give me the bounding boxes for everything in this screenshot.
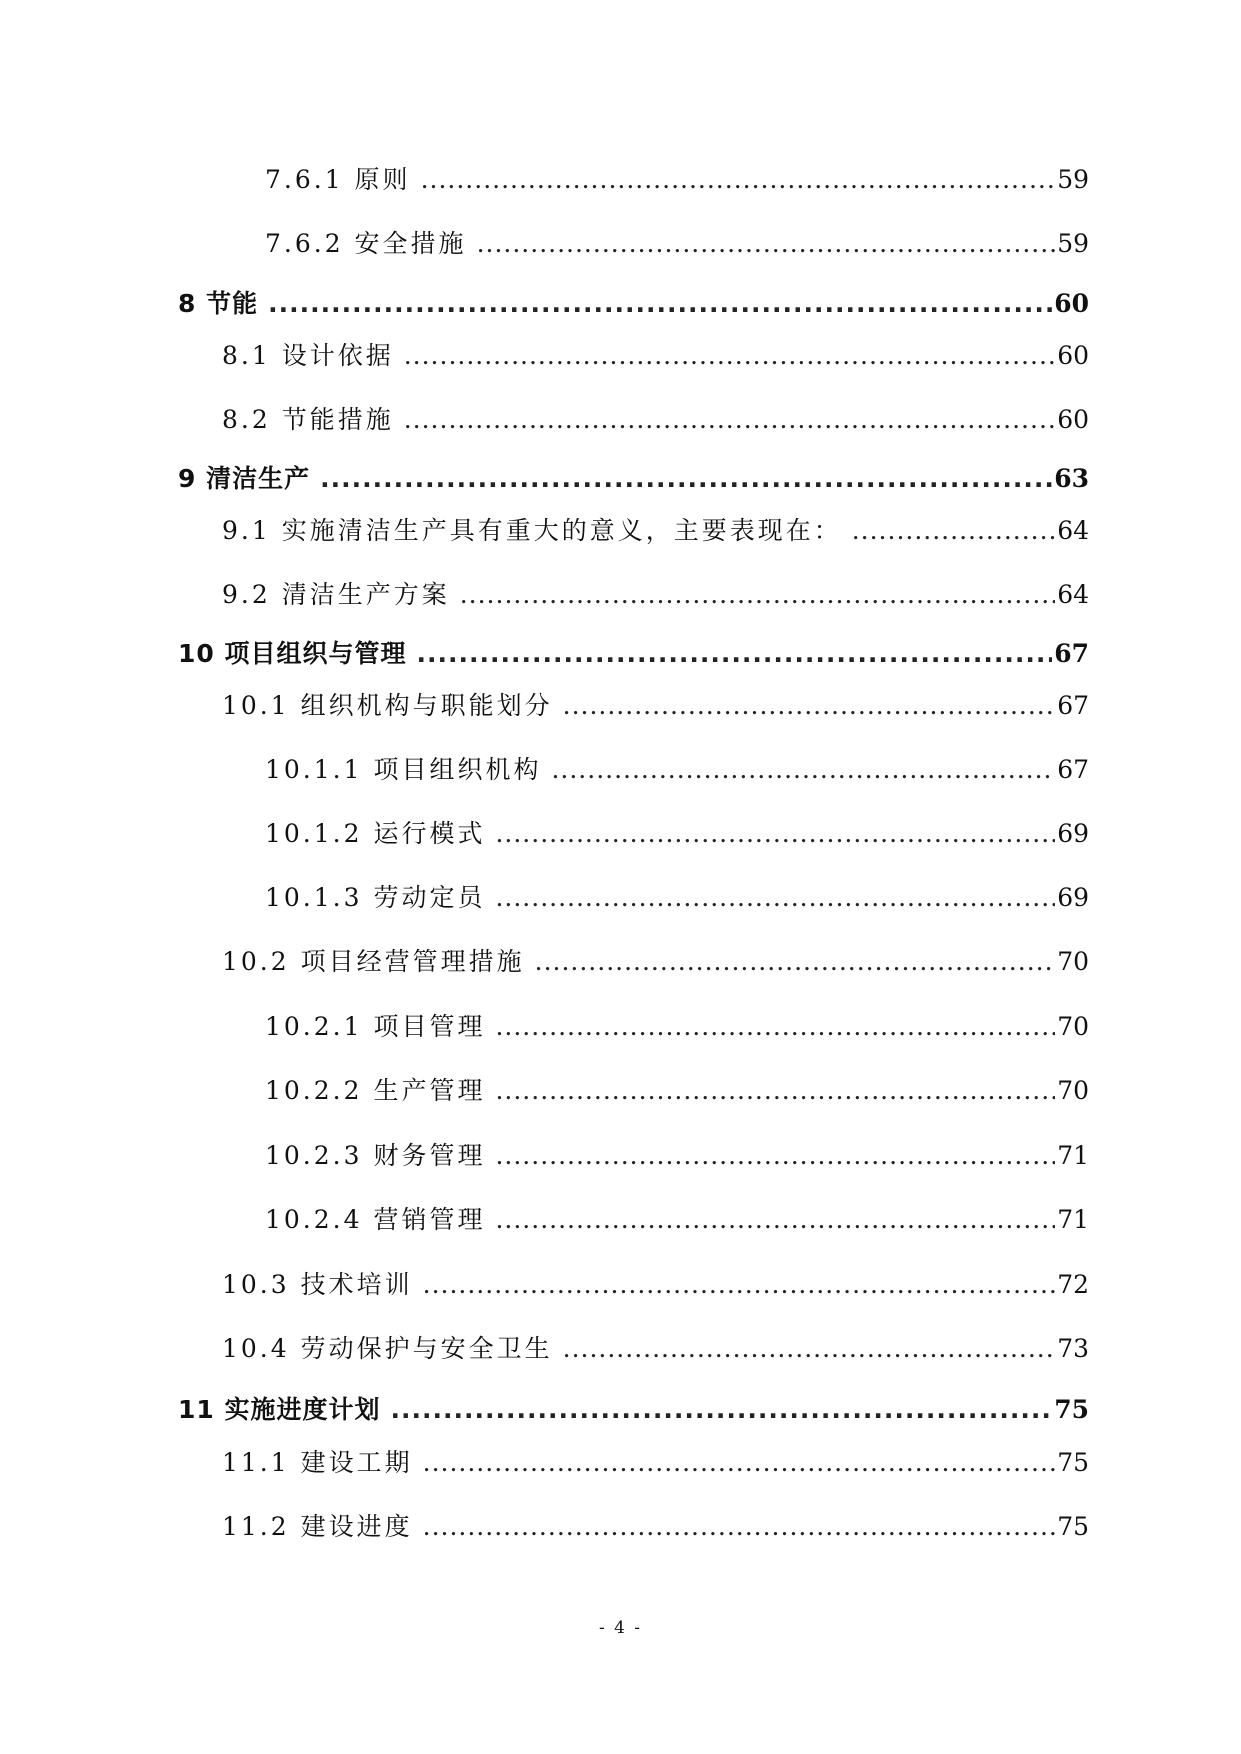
dot-leader xyxy=(852,516,1055,545)
dot-leader xyxy=(460,580,1055,609)
dot-leader xyxy=(495,1141,1055,1170)
toc-entry-page: 60 xyxy=(1054,289,1089,318)
toc-entry-title: 8.1 设计依据 xyxy=(222,341,394,370)
toc-entry-page: 70 xyxy=(1057,1012,1089,1041)
toc-entry[interactable] xyxy=(265,1007,1089,1043)
toc-entry-title: 10.1.1 项目组织机构 xyxy=(265,755,542,784)
toc-entry-title: 10.2.1 项目管理 xyxy=(265,1012,486,1041)
toc-entry-page: 75 xyxy=(1057,1512,1089,1541)
dot-leader xyxy=(417,639,1053,668)
dot-leader xyxy=(268,289,1052,318)
dot-leader xyxy=(563,691,1056,720)
dot-leader xyxy=(423,1270,1056,1299)
toc-entry[interactable] xyxy=(265,224,1089,260)
toc-entry-title: 10.2.2 生产管理 xyxy=(265,1076,486,1105)
toc-entry[interactable] xyxy=(178,634,1089,670)
toc-entry-title: 8 节能 xyxy=(178,289,259,318)
page-number-footer: - 4 - xyxy=(598,1618,643,1638)
toc-entry-page: 73 xyxy=(1057,1334,1089,1363)
toc-entry[interactable] xyxy=(222,686,1089,722)
toc-entry[interactable] xyxy=(265,160,1089,196)
dot-leader xyxy=(404,405,1055,434)
toc-entry-title: 7.6.1 原则 xyxy=(265,165,411,194)
toc-entry-page: 70 xyxy=(1057,947,1089,976)
toc-entry-title: 10.4 劳动保护与安全卫生 xyxy=(222,1334,553,1363)
toc-entry-page: 63 xyxy=(1054,464,1089,493)
toc-entry[interactable] xyxy=(222,1507,1089,1543)
toc-entry[interactable] xyxy=(222,942,1089,978)
toc-entry[interactable] xyxy=(178,1390,1089,1426)
dot-leader xyxy=(423,1448,1056,1477)
toc-entry[interactable] xyxy=(222,336,1089,372)
toc-entry-page: 59 xyxy=(1057,229,1089,258)
toc-entry[interactable] xyxy=(222,400,1089,436)
toc-entry[interactable] xyxy=(222,1329,1089,1365)
toc-entry-page: 69 xyxy=(1057,819,1089,848)
toc-entry-title: 7.6.2 安全措施 xyxy=(265,229,467,258)
toc-entry[interactable] xyxy=(222,511,1089,547)
dot-leader xyxy=(477,229,1056,258)
dot-leader xyxy=(495,1205,1055,1234)
toc-entry-title: 11.2 建设进度 xyxy=(222,1512,413,1541)
dot-leader xyxy=(391,1395,1053,1424)
toc-entry[interactable] xyxy=(178,284,1089,320)
toc-entry-page: 67 xyxy=(1057,755,1089,784)
toc-entry-page: 60 xyxy=(1057,405,1089,434)
dot-leader xyxy=(535,947,1056,976)
toc-entry-title: 8.2 节能措施 xyxy=(222,405,394,434)
toc-entry[interactable] xyxy=(178,459,1089,495)
dot-leader xyxy=(495,883,1055,912)
toc-entry[interactable] xyxy=(265,1200,1089,1236)
toc-entry-page: 64 xyxy=(1057,580,1089,609)
dot-leader xyxy=(421,165,1056,194)
toc-entry[interactable] xyxy=(265,1071,1089,1107)
toc-entry[interactable] xyxy=(265,1136,1089,1172)
toc-entry-title: 10.1 组织机构与职能划分 xyxy=(222,691,553,720)
toc-entry-title: 10.3 技术培训 xyxy=(222,1270,413,1299)
toc-entry[interactable] xyxy=(265,878,1089,914)
toc-entry-title: 10.1.2 运行模式 xyxy=(265,819,486,848)
toc-entry-title: 10.2 项目经营管理措施 xyxy=(222,947,525,976)
toc-entry[interactable] xyxy=(222,1443,1089,1479)
toc-entry-title: 10 项目组织与管理 xyxy=(178,639,407,668)
toc-entry-page: 60 xyxy=(1057,341,1089,370)
toc-entry-title: 9 清洁生产 xyxy=(178,464,311,493)
toc-entry-title: 9.2 清洁生产方案 xyxy=(222,580,450,609)
toc-entry[interactable] xyxy=(222,1265,1089,1301)
toc-entry-page: 72 xyxy=(1057,1270,1089,1299)
toc-entry-page: 59 xyxy=(1057,165,1089,194)
dot-leader xyxy=(320,464,1052,493)
toc-entry-title: 10.2.3 财务管理 xyxy=(265,1141,486,1170)
dot-leader xyxy=(495,1012,1055,1041)
toc-entry-title: 9.1 实施清洁生产具有重大的意义，主要表现在： xyxy=(222,516,842,545)
toc-entry[interactable] xyxy=(222,575,1089,611)
toc-entry-page: 75 xyxy=(1057,1448,1089,1477)
toc-entry-page: 69 xyxy=(1057,883,1089,912)
dot-leader xyxy=(495,819,1055,848)
toc-entry-page: 70 xyxy=(1057,1076,1089,1105)
dot-leader xyxy=(495,1076,1055,1105)
dot-leader xyxy=(563,1334,1056,1363)
toc-entry-page: 67 xyxy=(1054,639,1089,668)
toc-entry-page: 71 xyxy=(1057,1205,1089,1234)
dot-leader xyxy=(551,755,1055,784)
toc-entry-page: 75 xyxy=(1054,1395,1089,1424)
toc-entry-title: 11.1 建设工期 xyxy=(222,1448,413,1477)
toc-entry-title: 10.2.4 营销管理 xyxy=(265,1205,486,1234)
toc-entry[interactable] xyxy=(265,750,1089,786)
toc-entry[interactable] xyxy=(265,814,1089,850)
dot-leader xyxy=(404,341,1055,370)
toc-entry-page: 71 xyxy=(1057,1141,1089,1170)
toc-entry-page: 67 xyxy=(1057,691,1089,720)
toc-entry-title: 10.1.3 劳动定员 xyxy=(265,883,486,912)
toc-entry-page: 64 xyxy=(1057,516,1089,545)
toc-entry-title: 11 实施进度计划 xyxy=(178,1395,381,1424)
dot-leader xyxy=(423,1512,1056,1541)
